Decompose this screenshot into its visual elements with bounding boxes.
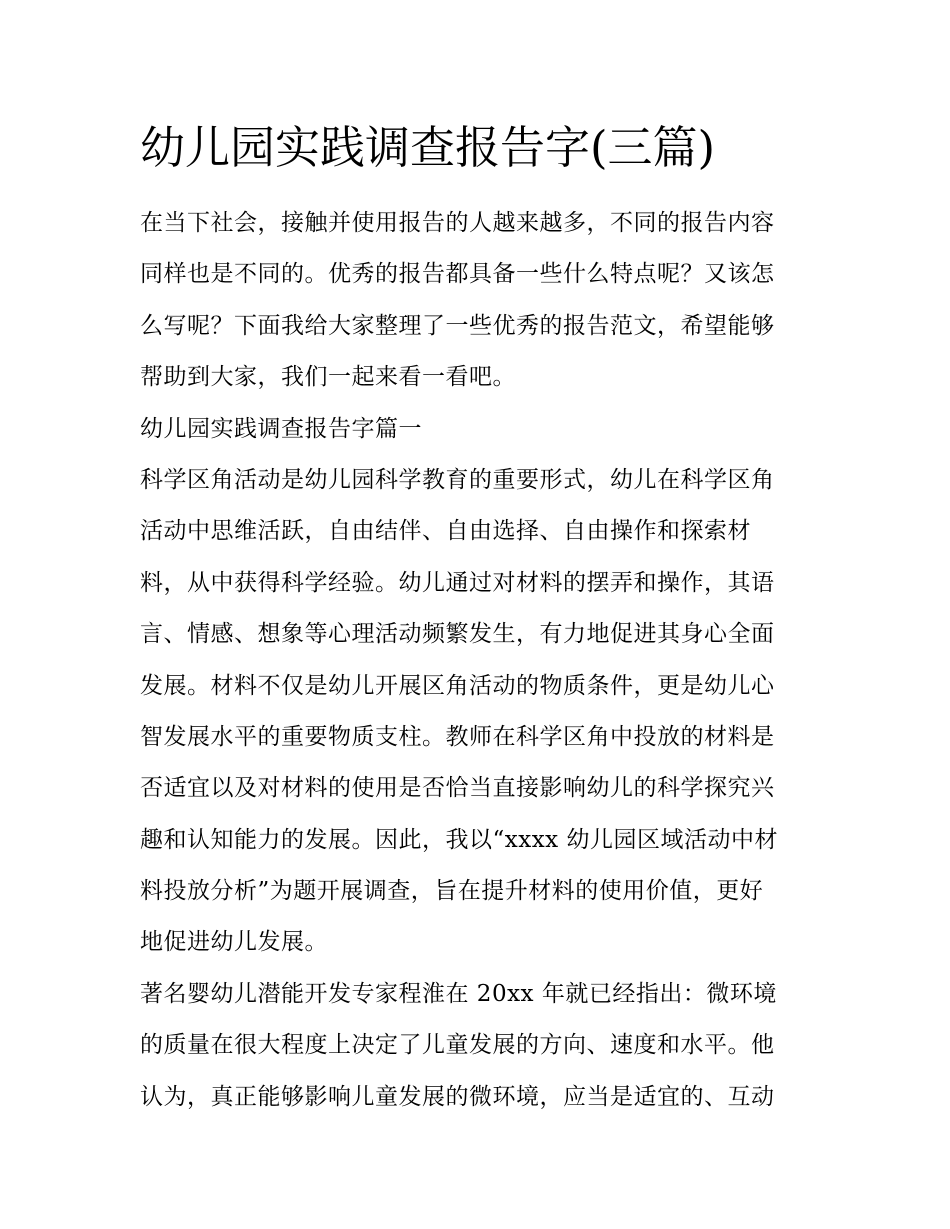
body-line: 发展。材料不仅是幼儿开展区角活动的物质条件，更是幼儿心 bbox=[140, 672, 775, 699]
body-line: 同样也是不同的。优秀的报告都具备一些什么特点呢？又该怎 bbox=[140, 261, 775, 288]
body-line: 的质量在很大程度上决定了儿童发展的方向、速度和水平。他 bbox=[140, 1032, 775, 1059]
document-title: 幼儿园实践调查报告字(三篇) bbox=[140, 121, 716, 174]
body-line: 趣和认知能力的发展。因此，我以“xxxx 幼儿园区域活动中材 bbox=[140, 826, 778, 853]
body-line: 否适宜以及对材料的使用是否恰当直接影响幼儿的科学探究兴 bbox=[140, 775, 775, 802]
body-line: 料投放分析”为题开展调查，旨在提升材料的使用价值，更好 bbox=[140, 878, 764, 905]
body-line: 认为，真正能够影响儿童发展的微环境，应当是适宜的、互动 bbox=[140, 1083, 775, 1110]
body-line: 在当下社会，接触并使用报告的人越来越多，不同的报告内容 bbox=[140, 210, 775, 236]
body-line: 地促进幼儿发展。 bbox=[140, 929, 328, 956]
body-line: 智发展水平的重要物质支柱。教师在科学区角中投放的材料是 bbox=[140, 723, 775, 750]
body-line: 么写呢？下面我给大家整理了一些优秀的报告范文，希望能够 bbox=[140, 312, 775, 339]
body-line: 帮助到大家，我们一起来看一看吧。 bbox=[140, 364, 516, 391]
document-body bbox=[140, 198, 820, 1123]
section-heading: 幼儿园实践调查报告字篇一 bbox=[140, 415, 422, 442]
body-line: 科学区角活动是幼儿园科学教育的重要形式，幼儿在科学区角 bbox=[140, 466, 775, 493]
body-line: 言、情感、想象等心理活动频繁发生，有力地促进其身心全面 bbox=[140, 621, 775, 648]
body-line: 活动中思维活跃，自由结伴、自由选择、自由操作和探索材 bbox=[140, 518, 751, 545]
body-line: 著名婴幼儿潜能开发专家程淮在 20xx 年就已经指出：微环境 bbox=[140, 980, 777, 1007]
body-line: 料，从中获得科学经验。幼儿通过对材料的摆弄和操作，其语 bbox=[140, 569, 775, 596]
